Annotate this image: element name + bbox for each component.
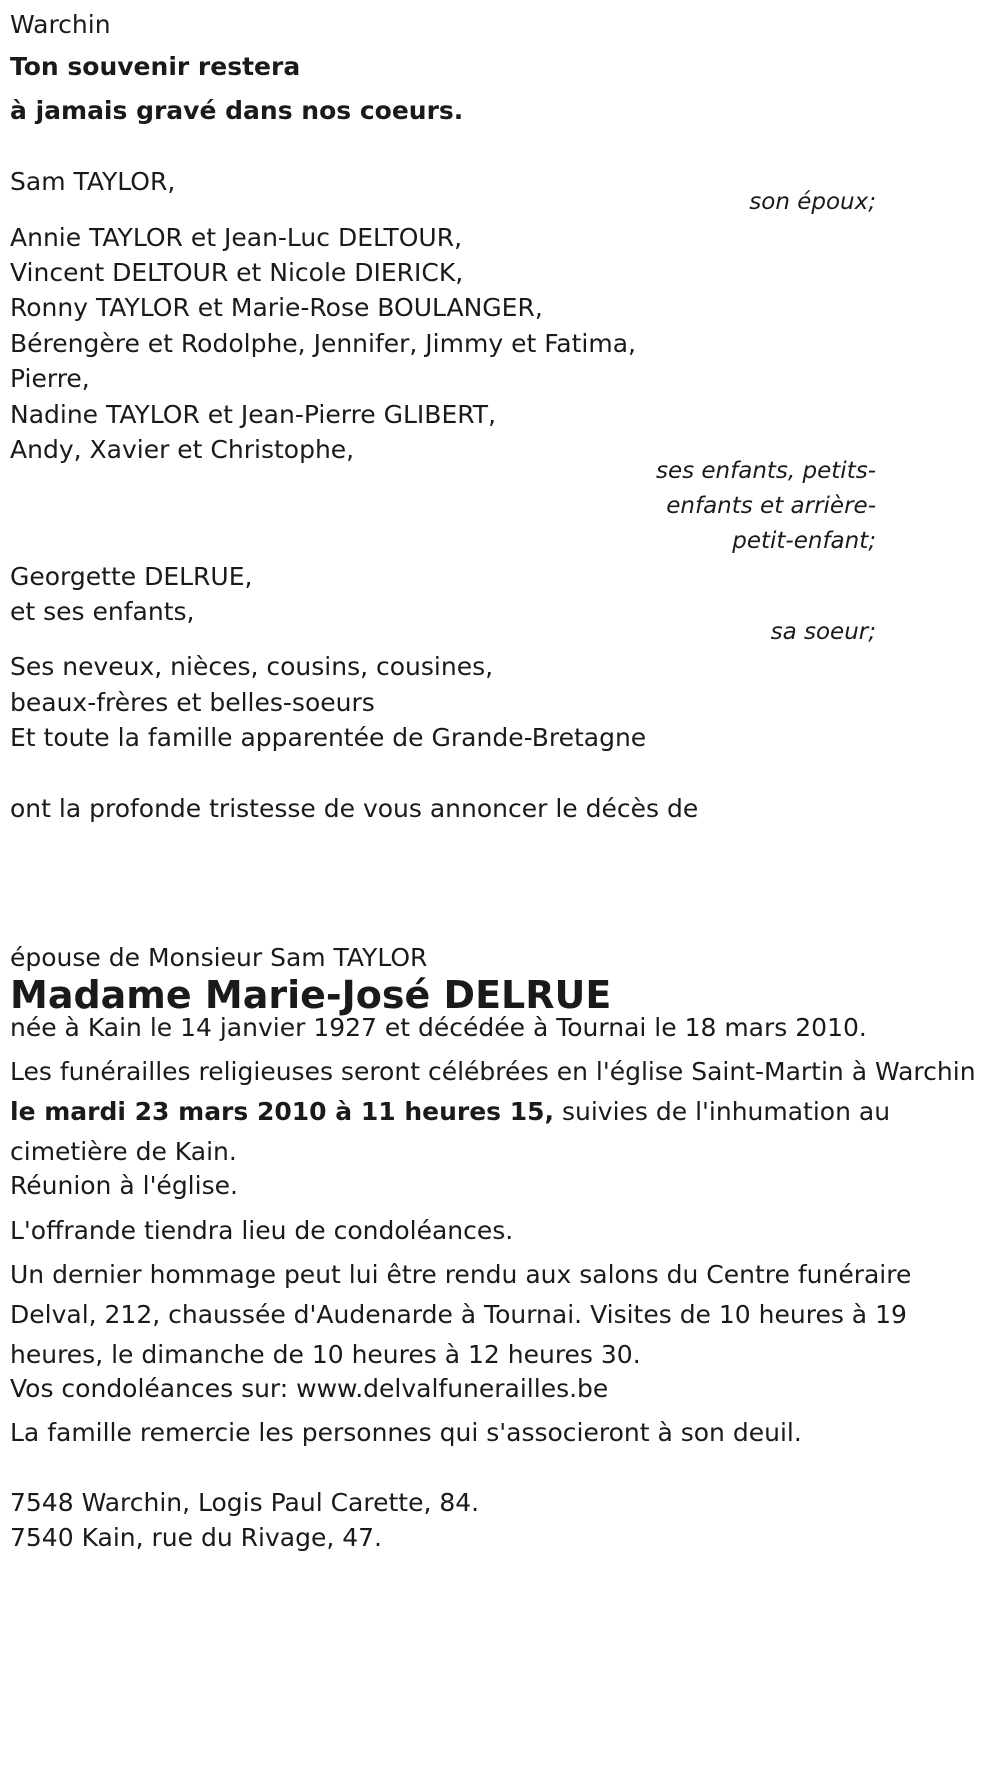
- family-line: Et toute la famille apparentée de Grande-Bretagne: [10, 723, 647, 752]
- funeral-text-after: suivies de l'inhumation au cimetière de Kain.: [10, 1097, 891, 1166]
- children-role-line: ses enfants, petits-: [655, 458, 876, 484]
- address-line: 7548 Warchin, Logis Paul Carette, 84.: [10, 1488, 480, 1517]
- thanks-line: La famille remercie les personnes qui s'associeront à son deuil.: [10, 1418, 802, 1447]
- children-role-line: petit-enfant;: [732, 528, 876, 554]
- funeral-text-before: Les funérailles religieuses seront célébrées en l'église Saint-Martin à Warchin: [10, 1057, 976, 1086]
- children-line: Andy, Xavier et Christophe,: [10, 435, 355, 464]
- spouse-name: Sam TAYLOR,: [10, 167, 176, 196]
- condolences-line: Vos condoléances sur: www.delvalfunerailles.be: [10, 1374, 609, 1403]
- family-line: beaux-frères et belles-soeurs: [10, 688, 375, 717]
- hommage-paragraph: Un dernier hommage peut lui être rendu aux salons du Centre funéraire Delval, 212, chaussée d'Audenarde à Tournai. Visites de 10 heures à 19 heures, le dimanche de 10 heures à 12 heures 30.: [10, 1260, 912, 1369]
- birth-death-line: née à Kain le 14 janvier 1927 et décédée à Tournai le 18 mars 2010.: [10, 1013, 867, 1042]
- funeral-paragraph: [10, 1052, 990, 1172]
- motto-line-1: Ton souvenir restera: [10, 52, 301, 81]
- children-role-line: enfants et arrière-: [666, 493, 876, 519]
- funeral-date: le mardi 23 mars 2010 à 11 heures 15,: [10, 1097, 555, 1126]
- sister-line: et ses enfants,: [10, 597, 195, 626]
- announcement-text: ont la profonde tristesse de vous annoncer le décès de: [10, 794, 699, 823]
- reunion-line: Réunion à l'église.: [10, 1171, 238, 1200]
- children-line: Bérengère et Rodolphe, Jennifer, Jimmy et Fatima,: [10, 329, 636, 358]
- deceased-spouse-line: épouse de Monsieur Sam TAYLOR: [10, 943, 428, 972]
- children-line: Pierre,: [10, 364, 90, 393]
- deceased-name: Madame Marie-José DELRUE: [10, 973, 612, 1017]
- place-heading: Warchin: [10, 10, 111, 39]
- sister-line: Georgette DELRUE,: [10, 562, 253, 591]
- spouse-role: son époux;: [749, 189, 876, 215]
- address-line: 7540 Kain, rue du Rivage, 47.: [10, 1523, 382, 1552]
- sister-role: sa soeur;: [770, 619, 876, 645]
- family-line: Ses neveux, nièces, cousins, cousines,: [10, 652, 494, 681]
- children-line: Annie TAYLOR et Jean-Luc DELTOUR,: [10, 223, 463, 252]
- offrande-line: L'offrande tiendra lieu de condoléances.: [10, 1216, 514, 1245]
- motto-line-2: à jamais gravé dans nos coeurs.: [10, 96, 464, 125]
- children-line: Vincent DELTOUR et Nicole DIERICK,: [10, 258, 464, 287]
- children-line: Ronny TAYLOR et Marie-Rose BOULANGER,: [10, 293, 543, 322]
- children-line: Nadine TAYLOR et Jean-Pierre GLIBERT,: [10, 400, 497, 429]
